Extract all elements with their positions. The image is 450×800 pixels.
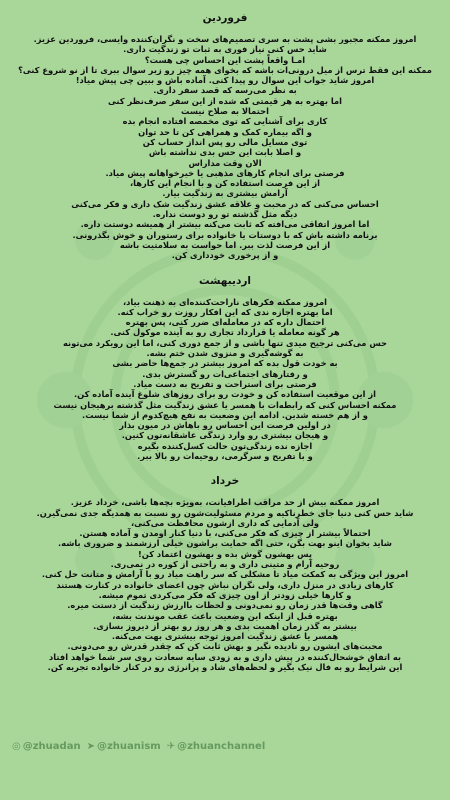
text-line: امروز این ویژگی به کمکت میاد تا مشکلی که سر راهت میاد رو با آرامش و متانت حل کنی.: [41, 569, 409, 580]
text-line: احتمال داره که در معامله‌ای ضرر کنی، پس بهتره: [125, 317, 325, 328]
paper-plane-icon: ✈: [166, 741, 176, 752]
text-line: شاید بخوان اینو بهت بگن، حتی اگه حمایت براشون خیلی ارزشمند و ضروری باشه.: [58, 538, 392, 549]
text-line: و رفتارهای اجتماعی‌ات رو گسترش بدی.: [142, 368, 308, 379]
text-line: اما بهتره اجازه ندی که این افکار روزت رو خراب کنه.: [117, 306, 333, 317]
text-line: آرامش بیشتری به زندگیت بیار.: [162, 188, 288, 199]
text-line: امروز ممکنه فکرهای ناراحت‌کننده‌ای به ذهنت بیاد،: [123, 296, 327, 307]
section-ordibehesht: [14, 275, 436, 462]
text-line: بیشتر به گذر زمان اهمیت بدی و هر روز رو بهتر از دیروز بسازی.: [93, 620, 357, 631]
text-line: اما امروز اتفاقی می‌افته که ثابت می‌کنه بیشتر از همیشه دوستت داره.: [80, 219, 370, 230]
text-line: محبت‌های ایشون رو نادیده نگیر و بهش ثابت کن که چقدر قدرش رو می‌دونی.: [67, 641, 383, 652]
text-line: حس می‌کنی ترجیح میدی تنها باشی و از جمع دوری کنی، اما این رویکرد می‌تونه: [62, 337, 388, 348]
text-line: احتمالاً بیشتر از چیزی که فکر می‌کنی، با دنیا کنار اومدن و آماده هستن.: [79, 528, 371, 539]
text-line: امروز ممکنه مجبور بشی پشت به سری تصمیم‌های سخت و نگران‌کننده وایسی، فروردین عزیز.: [33, 34, 417, 44]
text-line: احساس می‌کنی که در محبت و علاقه عشق زندگیت شک داری و فکر می‌کنی: [71, 198, 379, 209]
text-line: به گوشه‌گیری و منزوی شدن ختم بشه.: [146, 348, 304, 359]
text-line: ممکنه احساس کنی که رابطه‌ات با همسر یا عشق زندگیت مثل گذشته برهیجان نیست: [53, 399, 397, 410]
section-body: [14, 297, 436, 462]
text-line: و با تفریح و سرگرمی، روحیه‌ات رو بالا ببر.: [137, 450, 313, 461]
text-line: اما بهتره به هر قیمتی که شده از این سفر صرف‌نظر کنی: [108, 95, 342, 106]
text-line: و هیجان بیشتری رو وارد زندگی عاشقانه‌تون کنین.: [121, 430, 329, 441]
text-line: و اگه بیماره کمک و همراهی کن تا حد توان: [138, 126, 312, 137]
text-line: کاری برای آشنایی که توی مخمصه افتاده انجام بده: [122, 116, 328, 127]
text-line: در اولین فرصت این احساس رو باهاش در میون بذار: [119, 420, 331, 431]
watermark-item: [167, 741, 266, 752]
text-line: پس بهشون گوش بده و بهشون اعتماد کن!: [137, 548, 313, 559]
watermark-handle: @zhuanchannel: [177, 741, 266, 752]
text-line: این شرایط رو به فال نیک بگیر و لحظه‌های شاد و پرانرژی رو در کنار خانواده تجربه کن.: [47, 662, 403, 673]
text-line: اجازه نده زندگی‌تون حالت کسل‌کننده بگیره: [137, 440, 313, 451]
text-line: به نظر می‌رسه که قصد سفر داری.: [153, 85, 297, 96]
section-farvardin: [14, 12, 436, 261]
text-line: شاید حس کنی دنیا جای خطرناکیه و مردم مسئولیت‌شون رو نسبت به همدیگه جدی نمی‌گیرن.: [36, 507, 414, 518]
text-line: از این فرصت لذت ببر. اما حواست به سلامتیت باشه: [119, 239, 331, 250]
section-body: [14, 497, 436, 672]
section-title: فروردین: [202, 12, 248, 24]
text-line: ولی آدمایی که داری ازشون محافظت می‌کنی،: [130, 517, 320, 528]
section-body: [14, 34, 436, 261]
text-line: احتمالا به صلاح نیست: [181, 106, 269, 117]
text-line: به اتفاق خوشحال‌کننده در پیش داری و به زودی سایه سعادت روی سر شما خواهد افتاد: [49, 651, 401, 662]
text-line: امروز ممکنه بیش از حد مراقب اطرافیانت، به‌ویژه بچه‌ها باشی، خرداد عزیز.: [70, 497, 380, 508]
text-line: روحیه آرام و متینی داری و به راحتی از کوره در نمی‌ری.: [110, 559, 340, 570]
text-line: شاید حس کنی نیاز فوری به ثبات تو زندگیت داری.: [123, 44, 327, 55]
text-line: برنامه داشته باش که با دوستات یا خانواده برای رستوران و خوش بگذرونی.: [72, 229, 378, 240]
camera-icon: ◎: [12, 741, 21, 752]
text-line: الان وقت مداراس: [188, 157, 262, 168]
text-line: همسر یا عشق زندگیت امروز توجه بیشتری بهت می‌کنه.: [111, 631, 339, 642]
text-line: به خودت قول بده که امروز بیشتر در جمع‌ها حاضر بشی: [112, 358, 338, 369]
text-line: و اصلا بابت این حس بدی نداشته باش: [148, 147, 302, 158]
text-line: بهتره قبل از اینکه این وضعیت باعث عقب موندنت بشه،: [112, 610, 338, 621]
text-line: توی مسایل مالی رو پس انداز حساب کن: [142, 136, 308, 147]
bird-icon: ➤: [86, 741, 95, 752]
text-line: ممکنه این فقط ترس از میل درونی‌ات باشه که بخوای همه چیز رو زیر سوال ببری تا از نو شروع کنی؟: [18, 64, 432, 75]
text-line: از این فرصت استفاده کن و با انجام این کارها،: [129, 178, 321, 189]
watermark-handle: @zhuanism: [96, 741, 161, 752]
text-line: از این موقعیت استفاده کن و خودت رو برای روزهای شلوغ آینده آماده کن.: [73, 389, 377, 400]
text-line: دیگه مثل گذشته تو رو دوست نداره.: [152, 209, 298, 220]
section-title: خرداد: [210, 475, 240, 488]
watermark-handle: @zhuadan: [22, 741, 81, 752]
section-khordad: [14, 475, 436, 672]
text-line: گاهی وقت‌ها قدر زمان رو نمی‌دونی و لحظات باارزش زندگیت از دستت میره.: [67, 600, 383, 611]
text-line: و از پرخوری خودداری کن.: [171, 250, 279, 261]
section-title: اردیبهشت: [199, 274, 251, 287]
text-line: فرصتی برای استراحت و تفریح به دست میاد.: [133, 378, 317, 389]
text-line: امروز شاید جواب این سوال رو پیدا کنی. آماده باش و ببین چی پیش میاد!: [75, 75, 375, 86]
text-line: و از هم خسته شدین. ادامه این وضعیت به نفع هیچ‌کدوم از شما نیست.: [82, 409, 368, 420]
text-line: و کارها خیلی زودتر از اون چیزی که فکر می‌کردی تموم میشه.: [98, 589, 352, 600]
text-line: امـا واقعاً پشت این احساس چی هست؟: [144, 54, 306, 65]
text-line: هر گونه معامله یا قرارداد تجاری رو به آینده موکول کنی.: [110, 327, 340, 338]
watermark-item: [12, 741, 81, 752]
watermark-item: [87, 741, 161, 752]
text-line: فرصتی برای انجام کارهای مذهبی یا خیرخواهانه پیش میاد.: [105, 167, 345, 178]
text-line: کارهای زیادی در منزل داری، ولی نگران نباش چون اعضای خانواده در کنارت هستند: [56, 579, 394, 590]
watermark: [12, 741, 265, 752]
